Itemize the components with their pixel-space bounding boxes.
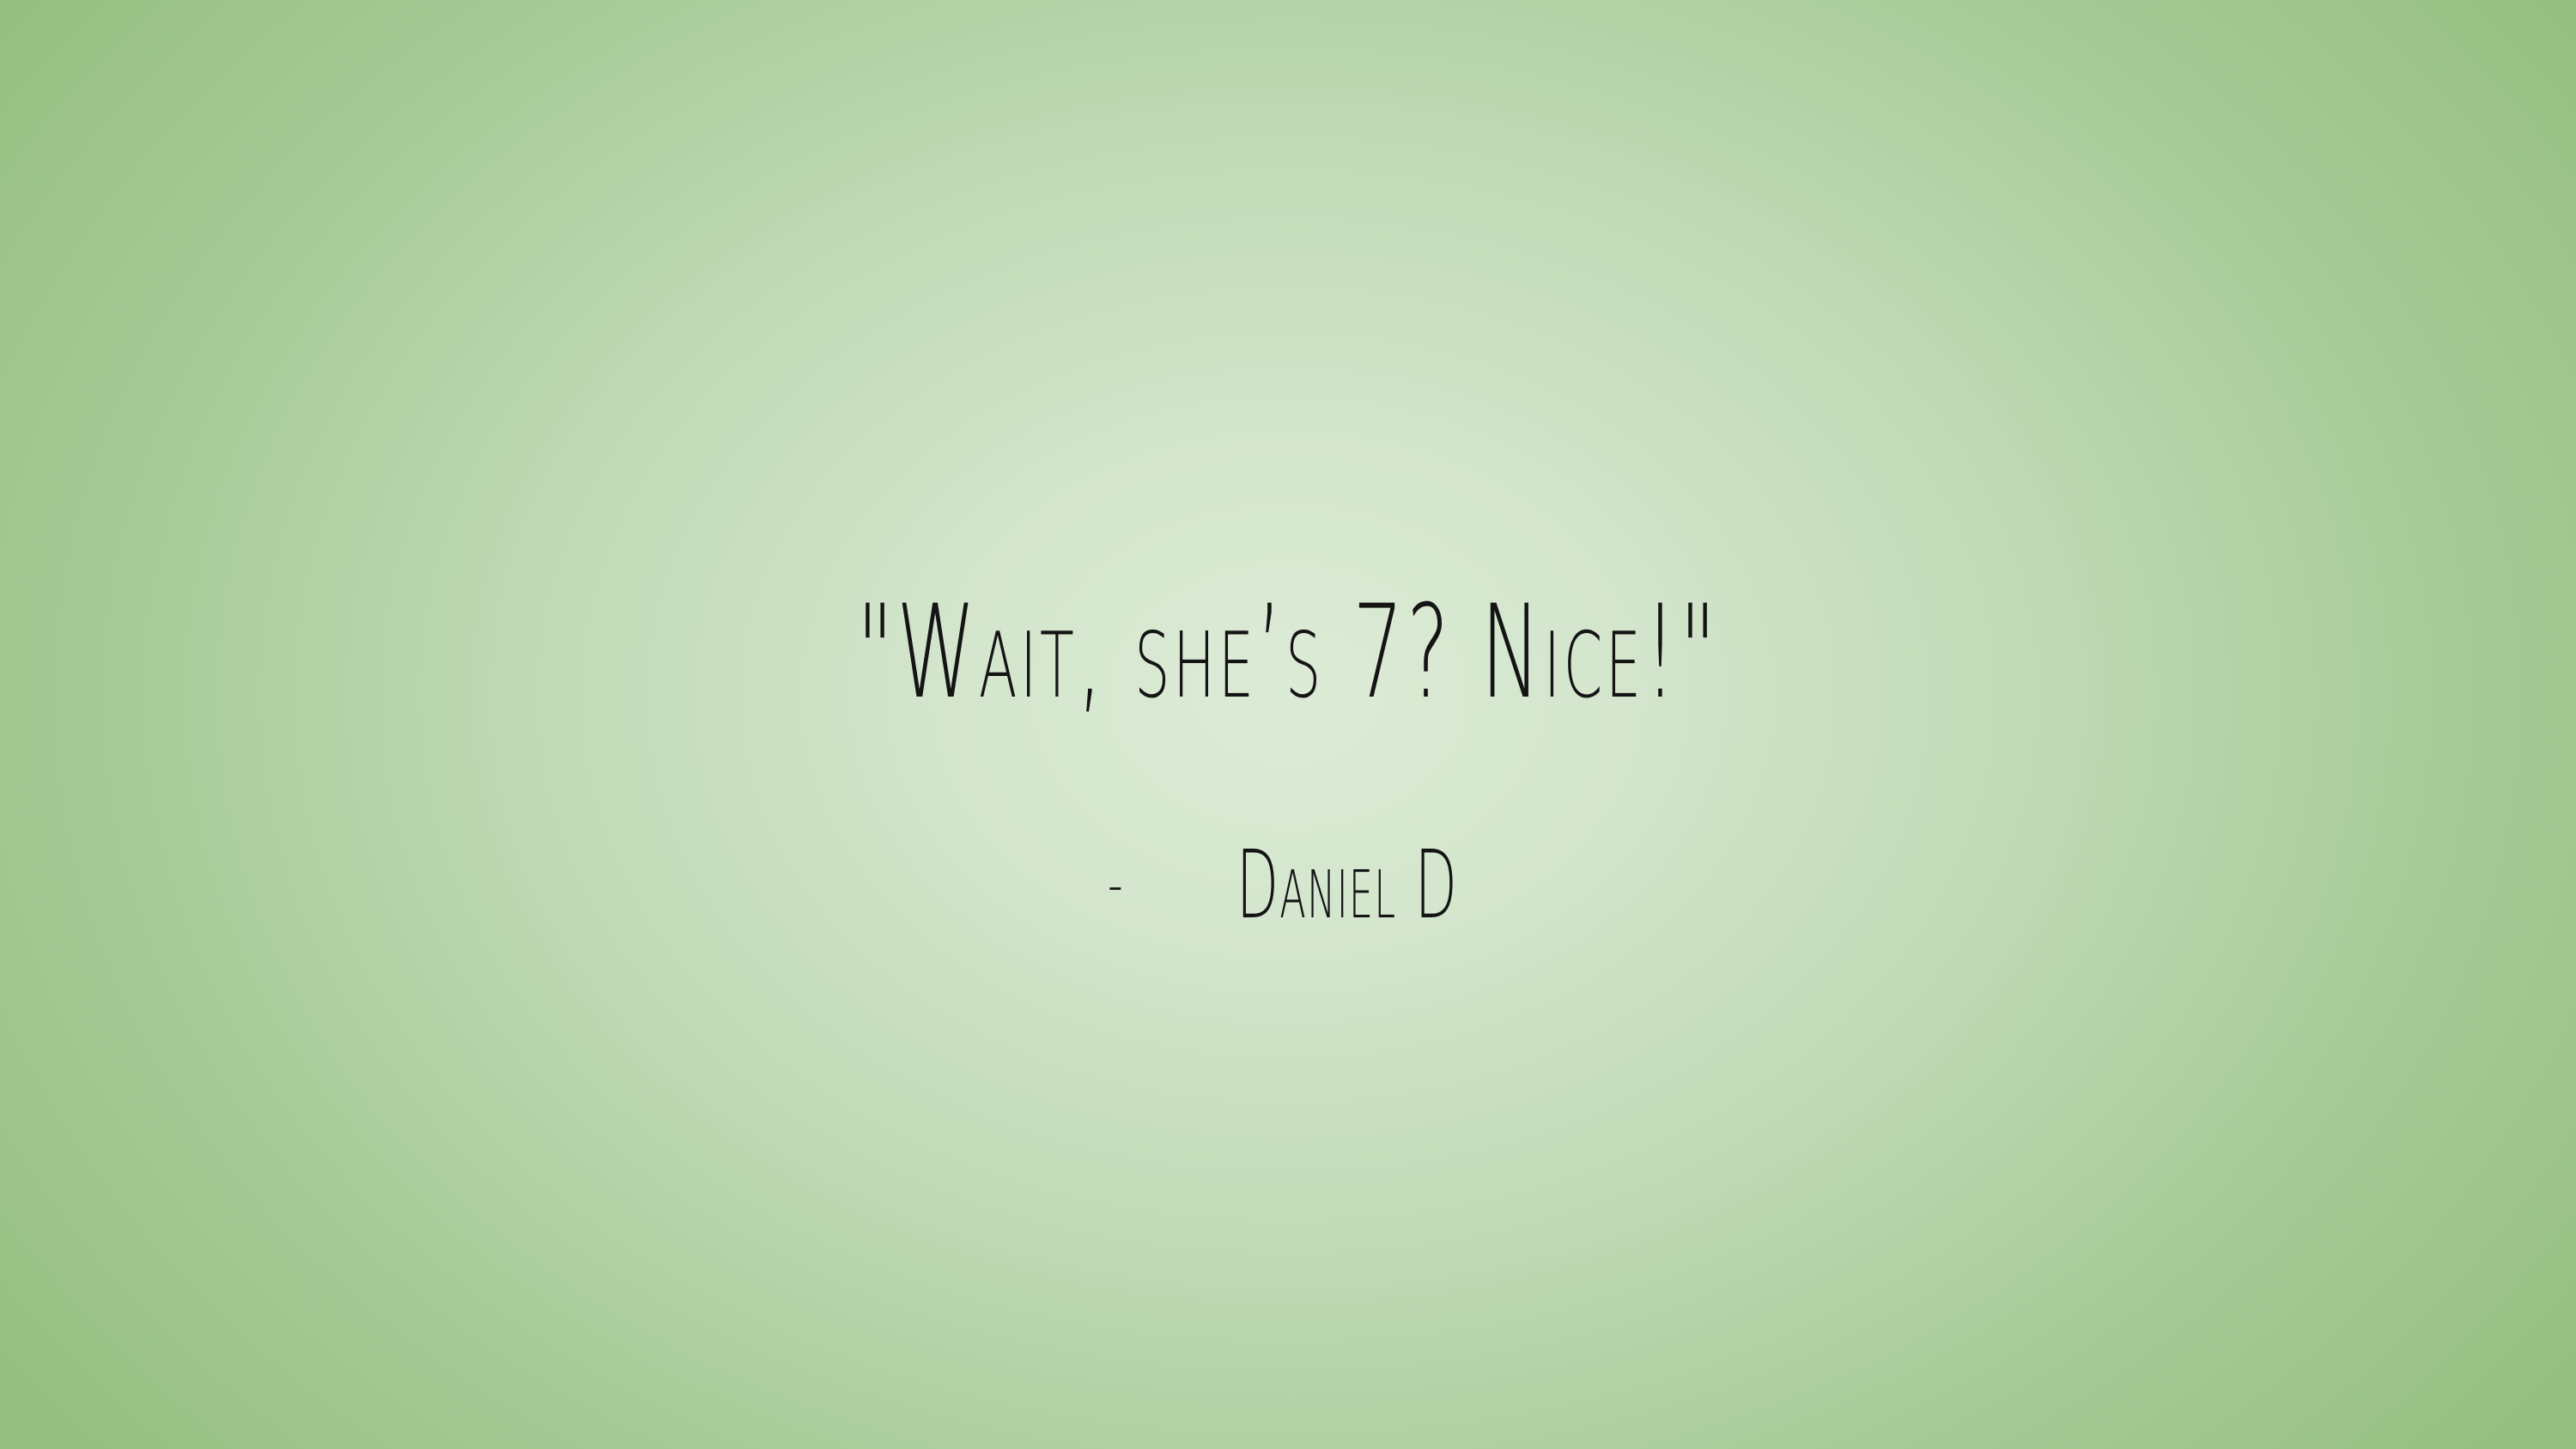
attribution-author: Daniel D (1236, 830, 1459, 940)
quote-text: "Wait, she’s 7? Nice!" (856, 578, 1720, 728)
quote-attribution (1108, 829, 1619, 941)
attribution-dash: - (1108, 849, 1123, 920)
